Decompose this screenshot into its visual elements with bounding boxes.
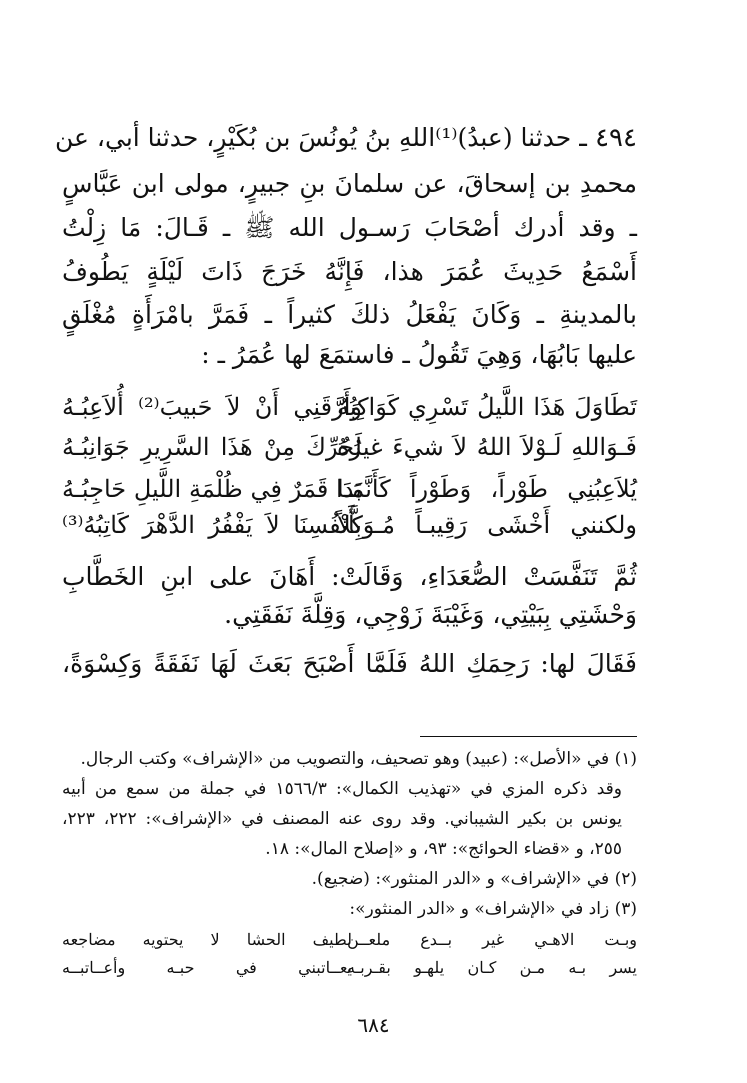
hadith-line-4: أَسْمَعُ حَدِيثَ عُمَرَ هذا، فَإِنَّهُ خَرَجَ ذَاتَ لَيْلَةٍ يَطُوفُ <box>62 257 637 286</box>
poem-verse-1 <box>62 393 637 427</box>
poem-verse-4 <box>62 511 637 545</box>
verse-3-second: بَدَا قَمَرٌ فِي ظُلْمَةِ اللَّيلِ حَاجِبُـهُ <box>62 475 362 503</box>
page-number: ٦٨٤ <box>357 1013 390 1037</box>
footnote-1-cont-3: ٢٥٥، و «قضاء الحوائج»: ٩٣، و «إصلاح المال»: ١٨. <box>265 839 622 859</box>
after-line-1: ثُمَّ تَنَفَّسَتْ الصُّعَدَاءِ، وَقَالَتْ: أَهَانَ على ابنِ الخَطَّابِ <box>62 562 637 591</box>
verse-1-second: وَأَرَّقَنِي أَنْ لاَ حَبيبَ⁽²⁾ أُلاَعِبُـهُ <box>62 393 362 421</box>
verse-1-first: تَطَاوَلَ هَذَا اللَّيلُ تَسْرِي كَوَاكِبُهُ <box>337 393 637 421</box>
after-line-2: وَحْشَتِي بِبَيْتِي، وَغَيْبَةَ زَوْجِي، وَقِلَّةَ نَفَقَتِي. <box>224 600 637 629</box>
hadith-line-5: بالمدينةِ ـ وَكَانَ يَفْعَلُ ذلكَ كثيراً ـ فَمَرَّ بامْرَأَةٍ مُغْلَقٍ <box>62 300 637 329</box>
fn-verse-2-second: يعــاتبني في حبـه وأعــاتبــه <box>62 958 352 977</box>
poem-verse-2 <box>62 433 637 467</box>
hadith-text-1: حدثنا (عبدُ)⁽¹⁾اللهِ بنُ يُونُسَ بن بُكَيْرٍ، حدثنا أبي، عن <box>55 123 572 152</box>
hadith-line-3: ـ وقد أدرك أصْحَابَ رَسـول الله ﷺ ـ قَـالَ: مَا زِلْتُ <box>62 213 637 242</box>
footnote-1-cont-2: يونس بن بكير الشيباني. وقد روى عنه المصنف في «الإشراف»: ٢٢٢، ٢٢٣، <box>62 809 623 829</box>
fn-verse-2-first: يسر بـه مـن كـان يلهـو بقـربـه <box>347 958 637 977</box>
footnote-1-cont-1: وقد ذكره المزي في «تهذيب الكمال»: ١٥٦٦/٣ في جملة من سمع من أبيه <box>62 779 622 799</box>
footnote-1: (١) في «الأصل»: (عبيد) وهو تصحيف، والتصويب من «الإشراف» وكتب الرجال. <box>80 749 637 769</box>
footnote-2: (٢) في «الإشراف» و «الدر المنثور»: (ضجيع). <box>311 869 637 889</box>
poem-verse-3 <box>62 475 637 509</box>
fn-verse-1-first: وبـت الاهـي غير بــدع ملعــن <box>347 930 637 949</box>
verse-4-first: ولكنني أَخْشَى رَقِيبـاً مُـوَكَّلاً <box>337 511 637 539</box>
footnote-3: (٣) زاد في «الإشراف» و «الدر المنثور»: <box>349 899 637 919</box>
hadith-number: ٤٩٤ ـ <box>579 123 637 153</box>
verse-4-second: بِأَنْفُسِنَا لاَ يَفْفُرُ الدَّهْرَ كَاتِبُهُ⁽³⁾ <box>62 511 362 539</box>
hadith-line-6: عليها بَابُهَا، وَهِيَ تَقُولُ ـ فاستمَعَ لها عُمَرُ ـ : <box>201 340 637 369</box>
verse-2-first: فَـوَاللهِ لَـوْلاَ اللهُ لاَ شيءَ غيرُهُ <box>337 433 637 461</box>
fn-verse-1-second: لطيف الحشا لا يحتويه مضاجعه <box>62 930 352 949</box>
footnote-rule <box>420 736 637 737</box>
hadith-line-2: محمدِ بن إسحاقَ، عن سلمانَ بنِ جبيرٍ، مولى ابن عَبَّاسٍ <box>62 169 637 198</box>
verse-3-first: يُلاَعِبُنِي طَوْراً، وَطَوْراً كَأَنَّمَـا <box>337 475 637 503</box>
hadith-line-1 <box>55 123 637 153</box>
after-line-3: فَقَالَ لها: رَحِمَكِ اللهُ فَلَمَّا أَصْبَحَ بَعَثَ لَهَا نَفَقَةً وَكِسْوَةً، <box>62 649 637 678</box>
verse-2-second: لَحُرِّكَ مِنْ هَذَا السَّرِيرِ جَوَانِبُـهُ <box>62 433 362 461</box>
